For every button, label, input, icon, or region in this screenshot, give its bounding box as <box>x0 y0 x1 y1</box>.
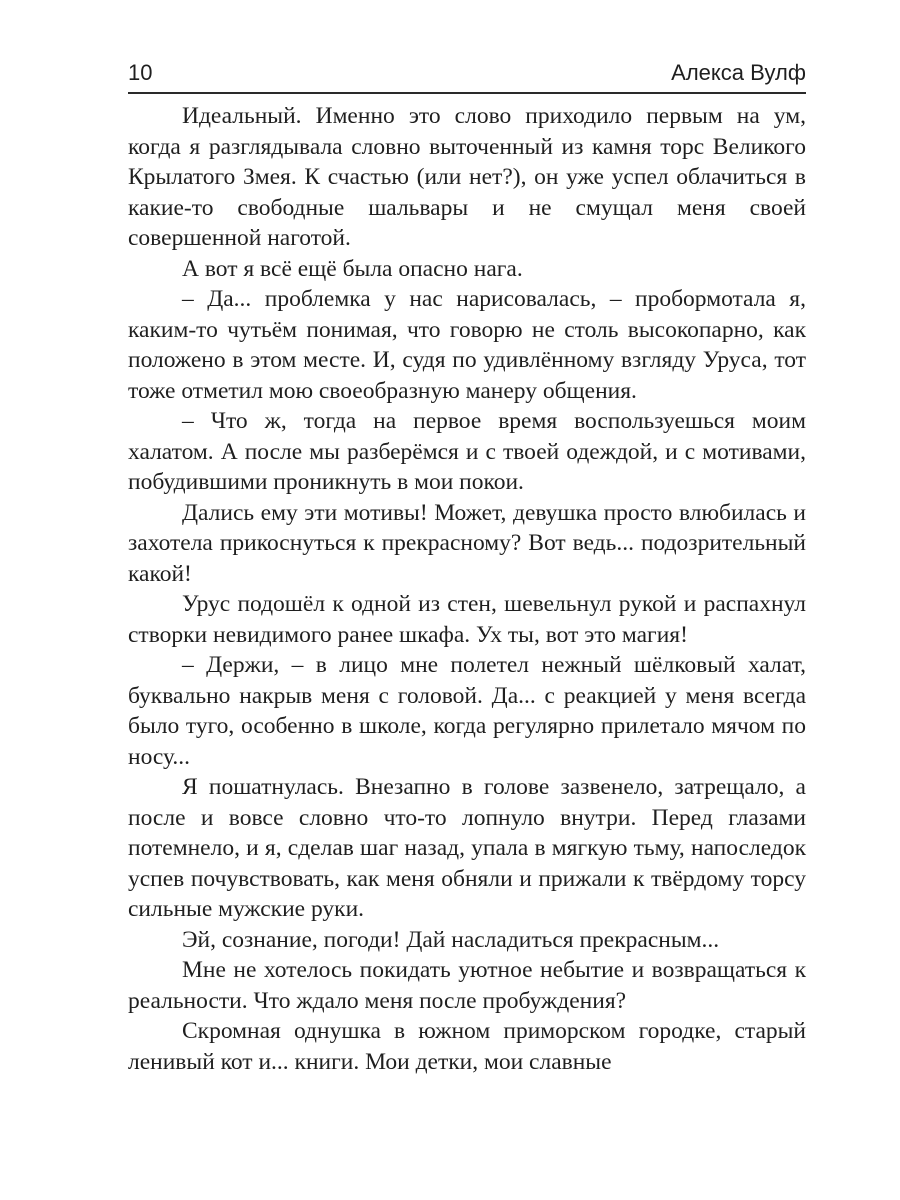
paragraph: – Что ж, тогда на первое время воспользуешься моим халатом. А после мы разберёмся и с твоей одеждой, и с мотивами, побудившими проникнуть в мои покои. <box>128 408 806 495</box>
paragraph: Урус подошёл к одной из стен, шевельнул рукой и распахнул створки невидимого ранее шкафа. Ух ты, вот это магия! <box>128 591 806 648</box>
running-title: Алекса Вулф <box>671 60 806 85</box>
paragraph: Дались ему эти мотивы! Может, девушка просто влюбилась и захотела прикоснуться к прекрасному? Вот ведь... подозрительный какой! <box>128 499 806 587</box>
paragraph: – Держи, – в лицо мне полетел нежный шёлковый халат, буквально накрыв меня с головой. Да... с реакцией у меня всегда было туго, особенно в школе, когда регулярно прилетало мячом по носу... <box>128 652 806 770</box>
paragraph: – Да... проблемка у нас нарисовалась, – пробормотала я, каким-то чутьём понимая, что говорю не столь высокопарно, как положено в этом месте. И, судя по удивлённому взгляду Уруса, тот тоже отметил мою своеобразную манеру общения. <box>128 286 806 404</box>
paragraph: Мне не хотелось покидать уютное небытие и возвращаться к реальности. Что ждало меня после пробуждения? <box>128 957 806 1014</box>
page-header <box>128 54 806 94</box>
page-body <box>128 101 806 1077</box>
paragraph: А вот я всё ещё была опасно нага. <box>182 255 523 282</box>
page-number: 10 <box>128 60 153 85</box>
paragraph: Скромная однушка в южном приморском городке, старый ленивый кот и... книги. Мои детки, мои славные <box>128 1018 806 1075</box>
paragraph: Идеальный. Именно это слово приходило первым на ум, когда я разглядывала словно выточенный из камня торс Великого Крылатого Змея. К счастью (или нет?), он уже успел облачиться в какие-то свободные шальвары и не смущал меня своей совершенной наготой. <box>128 103 806 251</box>
paragraph: Эй, сознание, погоди! Дай насладиться прекрасным... <box>182 926 720 953</box>
paragraph: Я пошатнулась. Внезапно в голове зазвенело, затрещало, а после и вовсе словно что-то лопнуло внутри. Перед глазами потемнело, и я, сделав шаг назад, упала в мягкую тьму, напоследок успев почувствовать, как меня обняли и прижали к твёрдому торсу сильные мужские руки. <box>128 774 806 922</box>
